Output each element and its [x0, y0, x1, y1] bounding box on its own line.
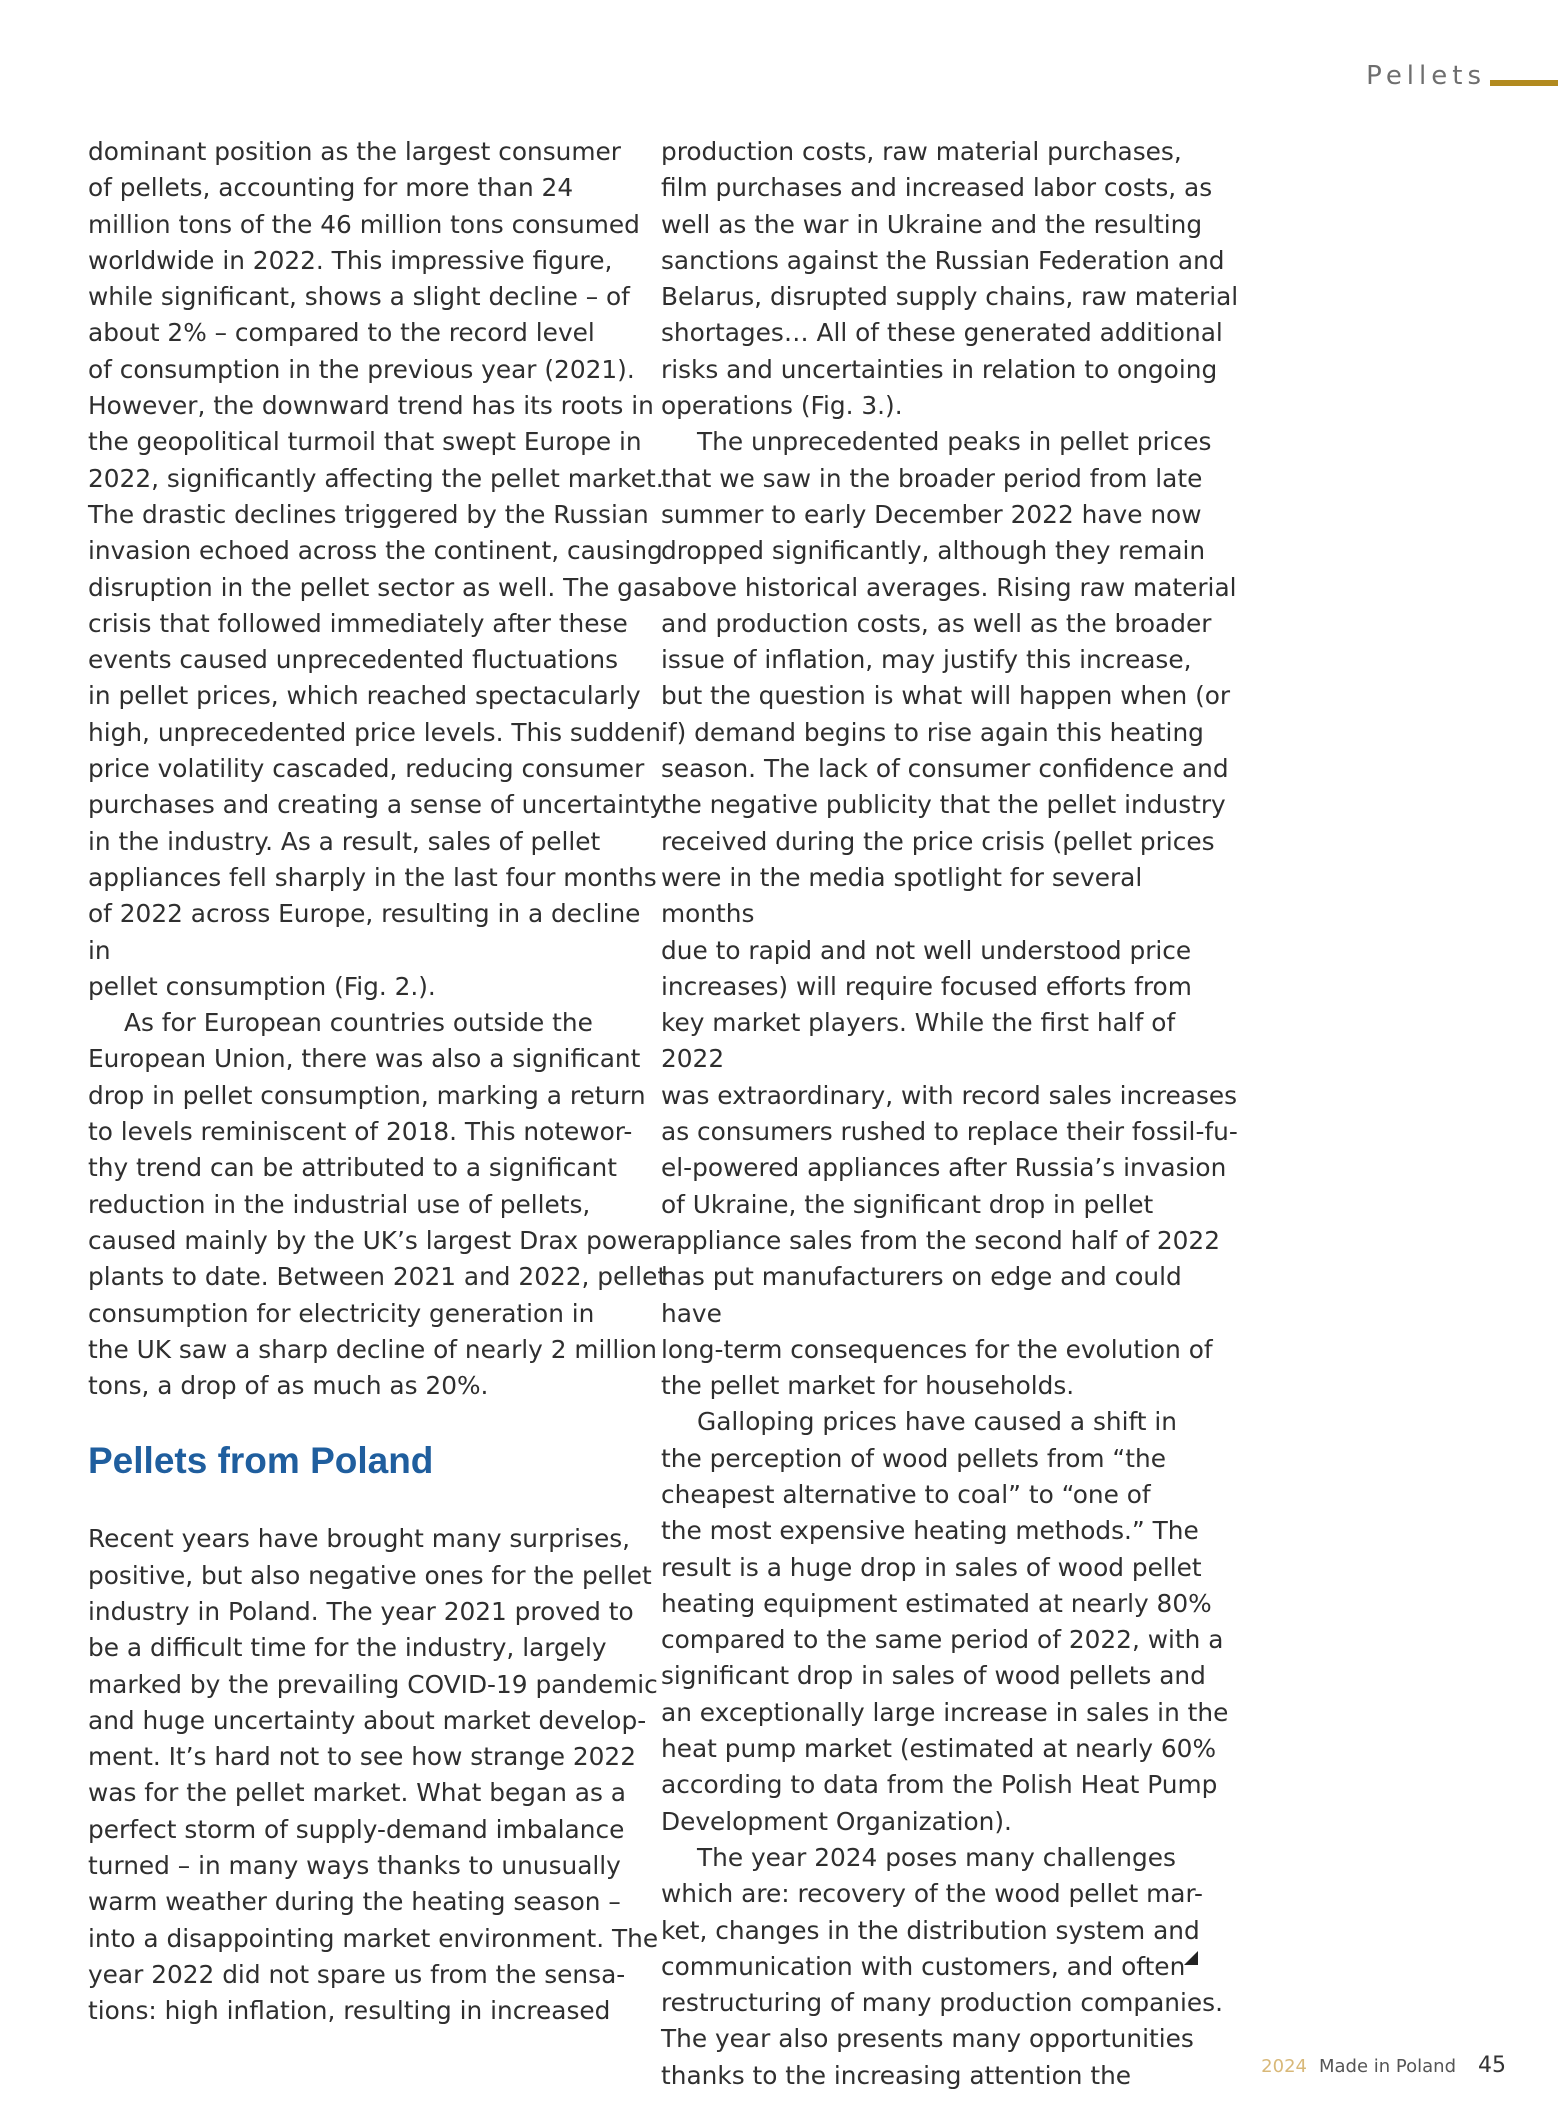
accent-bar: [1490, 80, 1558, 86]
page-footer: [1261, 2053, 1506, 2078]
paragraph: production costs, raw material purchases, film purchases and increased labor costs, as well as the war in Ukraine and the resulting sanctions against the Russian Federation and Belarus, disrupted supply chains, raw material shortages… All of these generated additional risks and uncertainties in relation to ongoing operations (Fig. 3.).: [661, 137, 1239, 421]
right-column: [661, 134, 1241, 2094]
page-number: 45: [1478, 2053, 1506, 2078]
publication-title: Made in Poland: [1318, 2056, 1456, 2077]
paragraph: The unprecedented peaks in pellet prices that we saw in the broader period from late summer to early December 2022 have now dropped significantly, although they remain above historical averages. Rising raw material and production costs, as well as the broader issue of inflation, may justify this increase, but the question is what will happen when (or if) demand begins to rise again this heating season. The lack of consumer confidence and the negative publicity that the pellet industry received during the price crisis (pellet prices were in the media spotlight for several months due to rapid and not well understood price increases) will require focused efforts from key market players. While the first half of 2022 was extraordinary, with record sales increases as consumers rushed to replace their fossil-fu- el-powered appliances after Russia’s invasion of Ukraine, the significant drop in pellet appliance sales from the second half of 2022 has put manufacturers on edge and could have long-term consequences for the evolution of the pellet market for households.: [661, 427, 1238, 1401]
paragraph: Recent years have brought many surprises, positive, but also negative ones for the pellet industry in Poland. The year 2021 proved to be a difficult time for the industry, largely marked by the prevailing COVID-19 pandemic and huge uncertainty about market develop- ment. It’s hard not to see how strange 2022 was for the pellet market. What began as a perfect storm of supply-demand imbalance turned – in many ways thanks to unusually warm weather during the heating season – into a disappointing market environment. The year 2022 did not spare us from the sensa- tions: high inflation, resulting in increased: [88, 1524, 659, 2026]
paragraph: The year 2024 poses many challenges which are: recovery of the wood pellet mar- ket, changes in the distribution system and communication with customers, and often restructuring of many production companies. The year also presents many opportunities thanks to the increasing attention the: [661, 1842, 1223, 2090]
paragraph: As for European countries outside the European Union, there was also a significant drop in pellet consumption, marking a return to levels reminiscent of 2018. This notewor- thy trend can be attributed to a significant reduction in the industrial use of pellets, caused mainly by the UK’s largest Drax power plants to date. Between 2021 and 2022, pellet consumption for electricity generation in the UK saw a sharp decline of nearly 2 million tons, a drop of as much as 20%.: [88, 1008, 668, 1401]
running-header: [1366, 58, 1558, 94]
paragraph: dominant position as the largest consumer of pellets, accounting for more than 24 million tons of the 46 million tons consumed worldwide in 2022. This impressive figure, while significant, shows a slight decline – of about 2% – compared to the record level of consumption in the previous year (2021). However, the downward trend has its roots in the geopolitical turmoil that swept Europe in 2022, significantly affecting the pellet market. The drastic declines triggered by the Russian invasion echoed across the continent, causing disruption in the pellet sector as well. The gas crisis that followed immediately after these events caused unprecedented fluctuations in pellet prices, which reached spectacularly high, unprecedented price levels. This sudden price volatility cascaded, reducing consumer purchases and creating a sense of uncertainty in the industry. As a result, sales of pellet appliances fell sharply in the last four months of 2022 across Europe, resulting in a decline in pellet consumption (Fig. 2.).: [88, 137, 665, 1001]
triangle-icon: [1182, 1950, 1198, 1966]
section-heading: Pellets from Poland: [88, 1440, 434, 1482]
paragraph: Galloping prices have caused a shift in the perception of wood pellets from “the cheapest alternative to coal” to “one of the most expensive heating methods.” The result is a huge drop in sales of wood pellet heating equipment estimated at nearly 80% compared to the same period of 2022, with a significant drop in sales of wood pellets and an exceptionally large increase in sales in the heat pump market (estimated at nearly 60% according to data from the Polish Heat Pump Development Organization).: [661, 1407, 1229, 1836]
section-label: Pellets: [1366, 61, 1486, 91]
footer-year: 2024: [1261, 2056, 1307, 2077]
left-column: [88, 134, 668, 2030]
